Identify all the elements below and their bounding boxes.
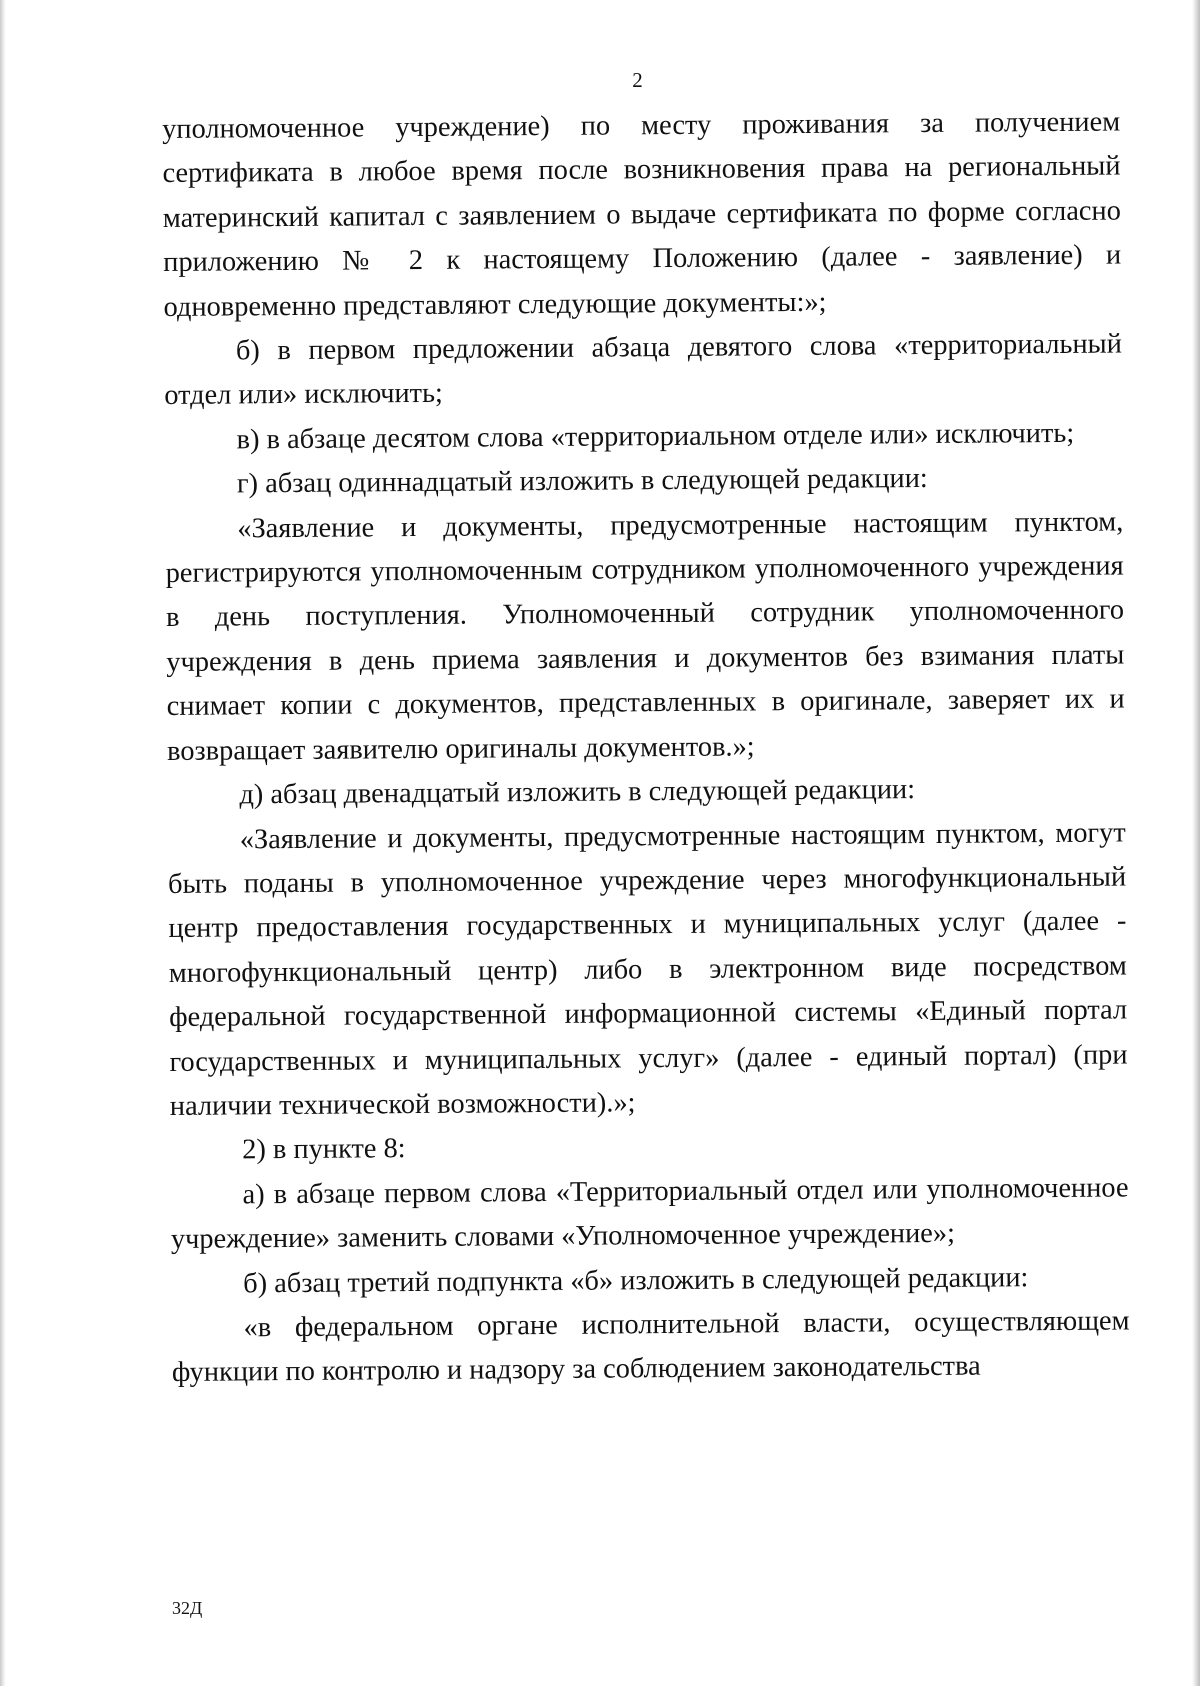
paragraph-item-b-2: б) абзац третий подпункта «б» изложить в следующей редакции: (243, 1261, 1029, 1299)
paragraph-quote-1: «Заявление и документы, предусмотренные настоящим пунктом, регистрируются уполномоченным сотрудником уполномоченного учреждения в день поступления. Уполномоченный сотрудник уполномоченного учреждения в день приема заявления и документов без взимания платы снимает копии с документов, представленных в оригинале, заверяет их и возвращает заявителю оригиналы документов.»; (165, 506, 1125, 767)
paragraph-point-8: 2) в пункте 8: (242, 1133, 406, 1166)
paragraph-continuation: уполномоченное учреждение) по месту проживания за получением сертификата в любое время после возникновения права на региональный материнский капитал с заявлением о выдаче сертификата по форме согласно приложению № 2 к настоящему Положению (далее - заявление) и одновременно представляют следующие документы:»; (162, 106, 1122, 323)
paragraph-item-d: д) абзац двенадцатый изложить в следующей редакции: (239, 774, 916, 811)
document-body (162, 100, 1130, 1395)
paragraph-quote-2: «Заявление и документы, предусмотренные настоящим пунктом, могут быть поданы в уполномоченное учреждение через многофункциональный центр предоставления государственных и муниципальных услуг (далее - многофункциональный центр) либо в электронном виде посредством федеральной государственной информационной системы «Единый портал государственных и муниципальных услуг» (далее - единый портал) (при наличии технической возможности).»; (167, 816, 1128, 1122)
page-number: 2 (632, 68, 643, 92)
paragraph-quote-3: «в федеральном органе исполнительной власти, осуществляющем функции по контролю и надзору за соблюдением законодательства (171, 1305, 1130, 1389)
paragraph-item-b: б) в первом предложении абзаца девятого слова «территориальный отдел или» исключить; (164, 328, 1123, 412)
scan-edge-left (0, 0, 6, 1686)
scan-edge-right (1192, 0, 1200, 1686)
footer-code: 32Д (172, 1598, 203, 1618)
paragraph-item-g: г) абзац одиннадцатый изложить в следующей редакции: (236, 463, 928, 500)
paragraph-item-a: а) в абзаце первом слова «Территориальный отдел или уполномоченное учреждение» заменить словами «Уполномоченное учреждение»; (170, 1172, 1129, 1256)
paragraph-item-v: в) в абзаце десятом слова «территориальном отделе или» исключить; (236, 417, 1075, 456)
